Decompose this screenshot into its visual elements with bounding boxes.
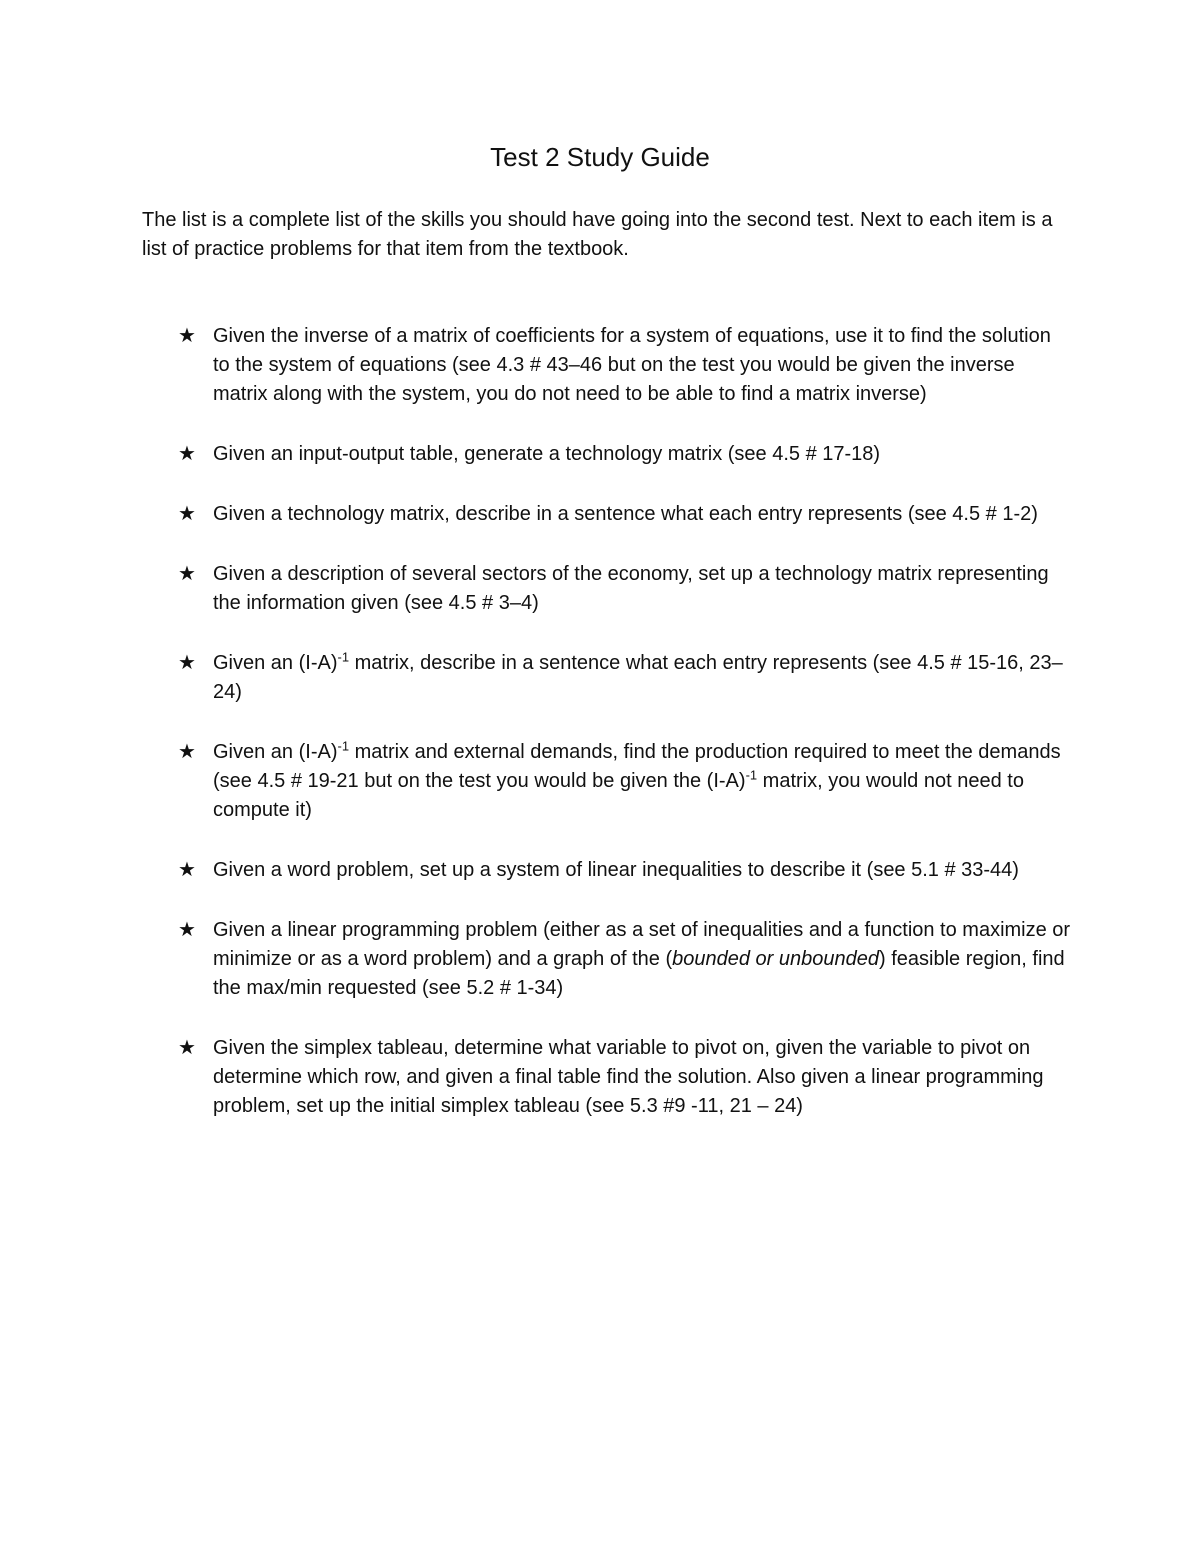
star-bullet-icon: ★	[178, 563, 196, 585]
superscript: -1	[337, 738, 350, 754]
list-item	[142, 916, 1072, 1003]
skill-text-part: Given a linear programming problem (either as a set of inequalities and a function to maximize or minimize or as a word problem) and a graph of the (	[213, 919, 1071, 970]
list-item	[142, 649, 1072, 707]
skill-text: Given an input-output table, generate a technology matrix (see 4.5 # 17-18)	[213, 443, 881, 465]
list-item	[142, 738, 1072, 825]
skill-text-part: matrix, describe in a sentence what each entry represents (see 4.5 # 15-16, 23–24)	[213, 652, 1063, 703]
intro-paragraph: The list is a complete list of the skills you should have going into the second test. Next to each item is a list of practice problems for that item from the textbook.	[142, 209, 1053, 260]
skill-text-part: Given an (I-A)	[213, 652, 338, 674]
list-item	[142, 500, 1072, 529]
skill-text-part: matrix and external demands, find the production required to meet the demands (see 4.5 # 19-21 but on the test you would be given the (I-A)	[213, 741, 1061, 792]
list-item	[142, 322, 1072, 409]
star-bullet-icon: ★	[178, 919, 196, 941]
list-item	[142, 440, 1072, 469]
star-bullet-icon: ★	[178, 859, 196, 881]
star-bullet-icon: ★	[178, 741, 196, 763]
star-bullet-icon: ★	[178, 503, 196, 525]
skill-text: Given the simplex tableau, determine what variable to pivot on, given the variable to pivot on determine which row, and given a final table find the solution. Also given a linear programming problem, set up the initial simplex tableau (see 5.3 #9 -11, 21 – 24)	[213, 1037, 1044, 1117]
skills-list	[142, 322, 1072, 1152]
superscript: -1	[745, 767, 758, 783]
skill-text: Given a word problem, set up a system of linear inequalities to describe it (see 5.1 # 33-44)	[213, 859, 1019, 881]
skill-text: Given the inverse of a matrix of coefficients for a system of equations, use it to find the solution to the system of equations (see 4.3 # 43–46 but on the test you would be given the inverse matrix along with the system, you do not need to be able to find a matrix inverse)	[213, 325, 1051, 405]
list-item	[142, 1034, 1072, 1121]
italic-text: bounded or unbounded	[672, 948, 879, 970]
skill-text-part: ) feasible region, find the max/min requested (see 5.2 # 1-34)	[213, 948, 1065, 999]
page-title: Test 2 Study Guide	[490, 142, 710, 172]
superscript: -1	[337, 649, 350, 665]
star-bullet-icon: ★	[178, 652, 196, 674]
star-bullet-icon: ★	[178, 325, 196, 347]
star-bullet-icon: ★	[178, 443, 196, 465]
list-item	[142, 856, 1072, 885]
skill-text: Given a technology matrix, describe in a sentence what each entry represents (see 4.5 # 1-2)	[213, 503, 1038, 525]
list-item	[142, 560, 1072, 618]
skill-text-part: Given an (I-A)	[213, 741, 338, 763]
star-bullet-icon: ★	[178, 1037, 196, 1059]
skill-text-part: matrix, you would not need to compute it)	[213, 770, 1024, 821]
skill-text: Given a description of several sectors of the economy, set up a technology matrix representing the information given (see 4.5 # 3–4)	[213, 563, 1049, 614]
